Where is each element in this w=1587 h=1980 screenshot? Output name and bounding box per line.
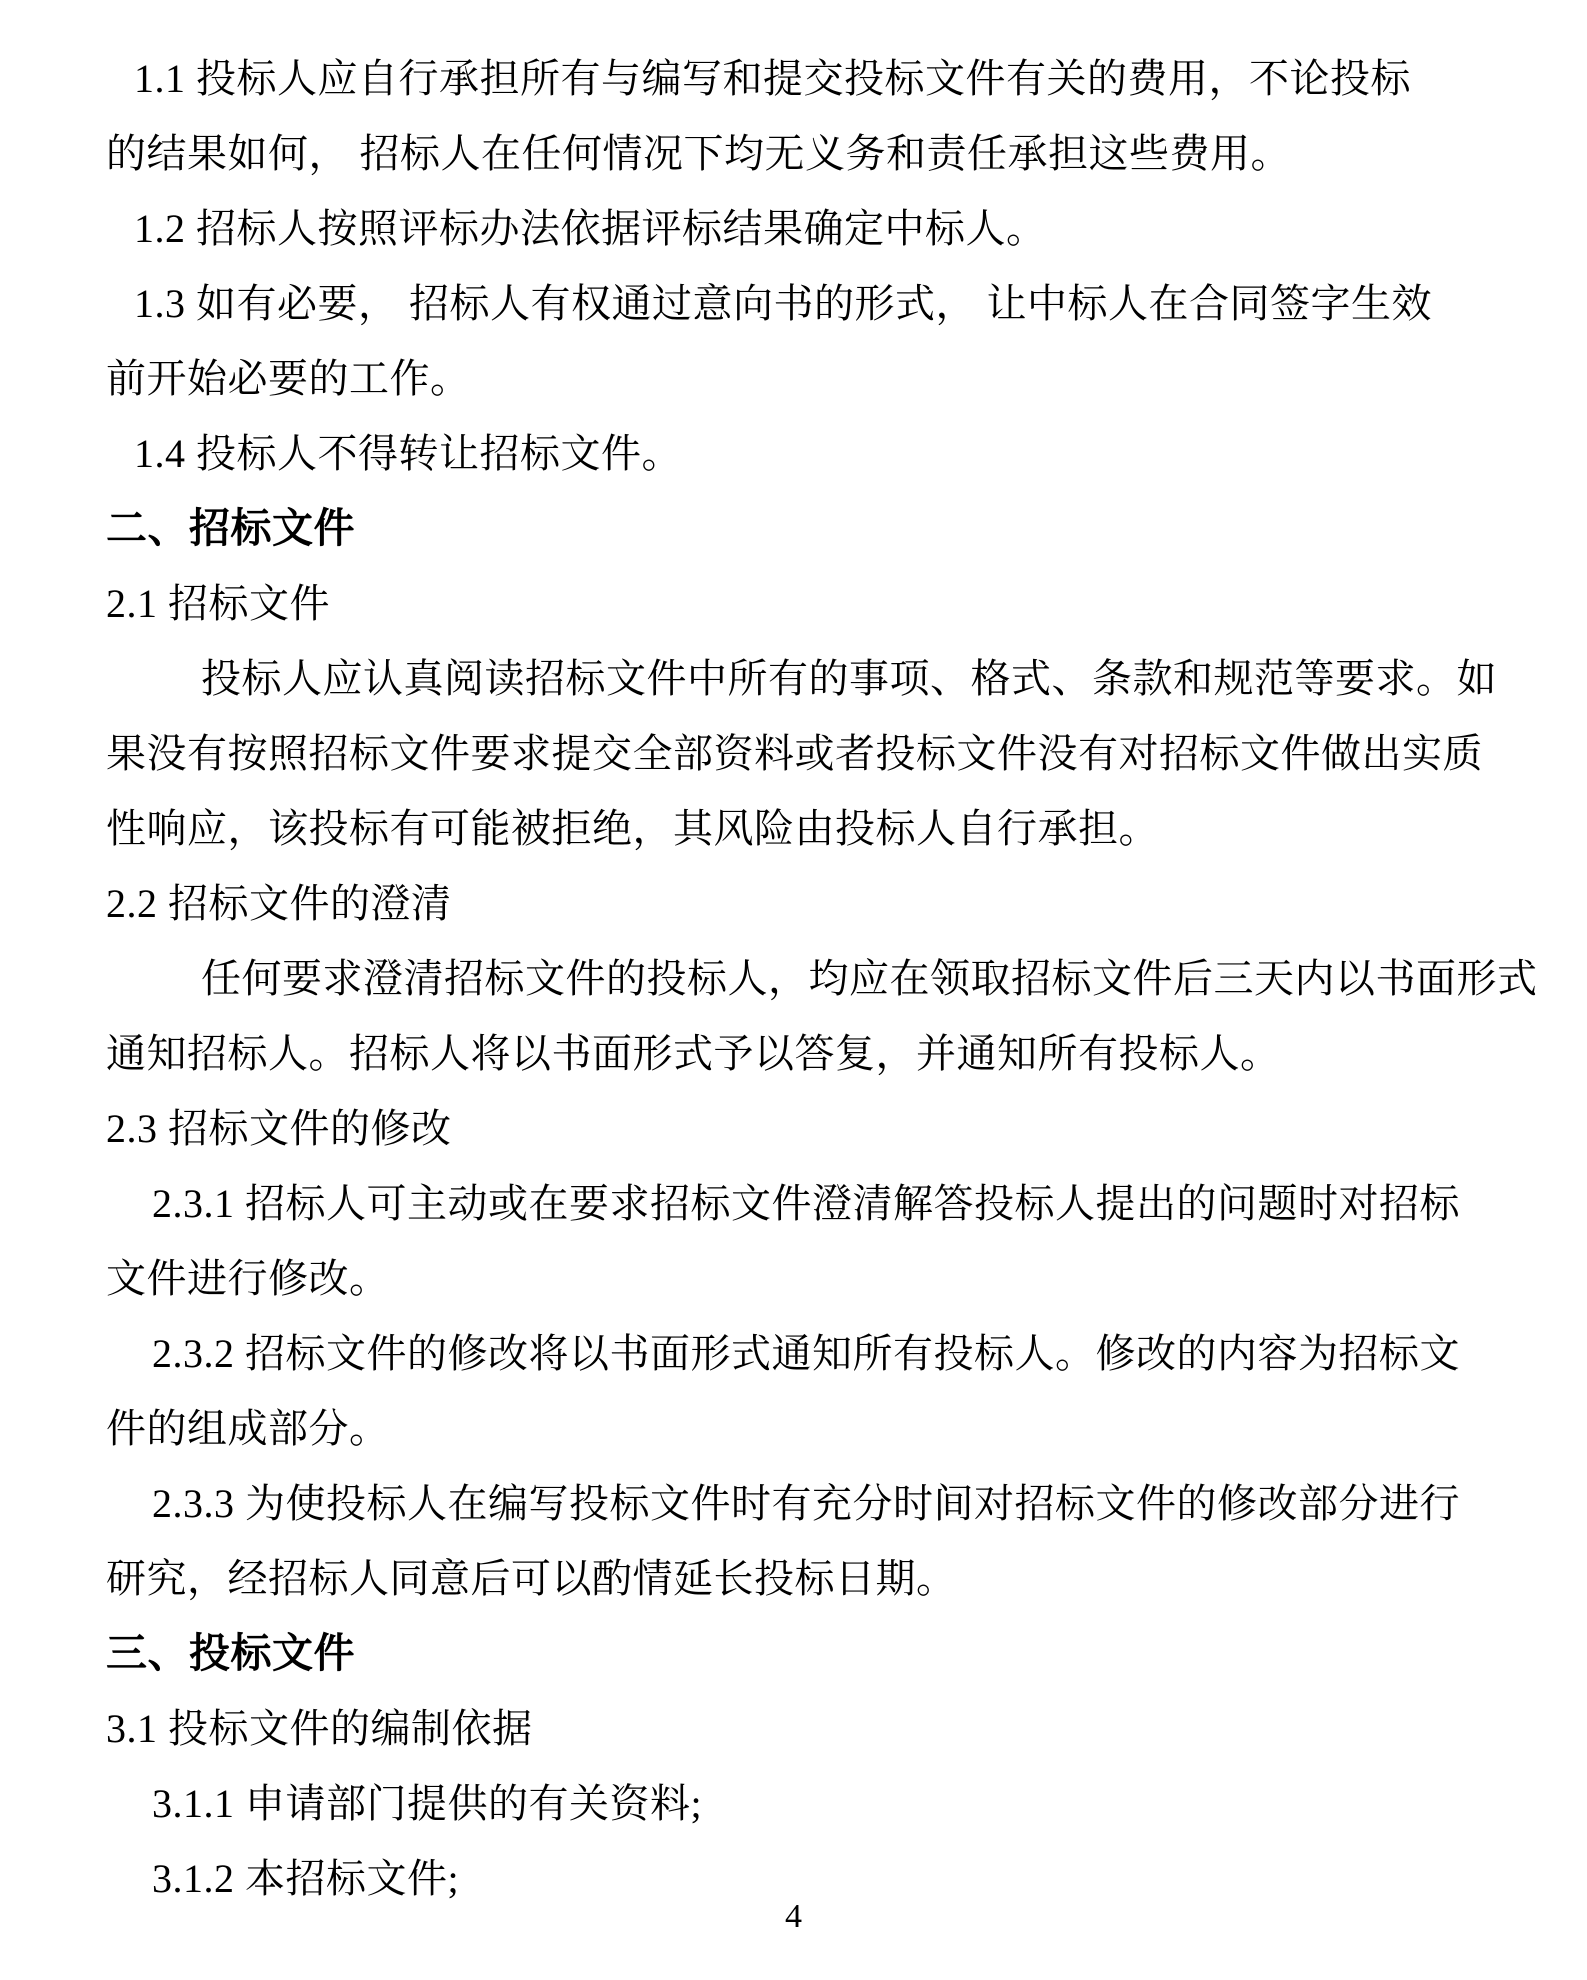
paragraph-item1 bbox=[106, 266, 1446, 416]
text-line: 投标人应认真阅读招标文件中所有的事项、格式、条款和规范等要求。如 bbox=[201, 656, 1497, 701]
paragraph-sub bbox=[106, 1691, 1446, 1766]
text-line: 件的组成部分。 bbox=[106, 1406, 390, 1451]
text-line: 2.3 招标文件的修改 bbox=[106, 1106, 452, 1151]
text-line: 2.2 招标文件的澄清 bbox=[106, 881, 452, 926]
text-line: 2.3.2 招标文件的修改将以书面形式通知所有投标人。修改的内容为招标文 bbox=[152, 1331, 1460, 1376]
paragraph-sub bbox=[106, 1091, 1446, 1166]
text-line: 的结果如何， 招标人在任何情况下均无义务和责任承担这些费用。 bbox=[106, 131, 1291, 176]
text-line: 1.1 投标人应自行承担所有与编写和提交投标文件有关的费用，不论投标 bbox=[134, 56, 1411, 101]
text-line: 2.1 招标文件 bbox=[106, 581, 330, 626]
document-body bbox=[106, 41, 1538, 1916]
text-line: 3.1.1 申请部门提供的有关资料; bbox=[152, 1781, 703, 1826]
paragraph-item1 bbox=[106, 416, 1446, 491]
paragraph-item3 bbox=[106, 1316, 1460, 1466]
paragraph-para bbox=[106, 941, 1538, 1091]
paragraph-para bbox=[106, 641, 1497, 866]
text-line: 文件进行修改。 bbox=[106, 1256, 390, 1301]
text-line: 2.3.1 招标人可主动或在要求招标文件澄清解答投标人提出的问题时对招标 bbox=[152, 1181, 1460, 1226]
text-line: 1.4 投标人不得转让招标文件。 bbox=[134, 431, 682, 476]
text-line: 3.1.2 本招标文件; bbox=[152, 1856, 460, 1901]
paragraph-heading bbox=[106, 1616, 1446, 1691]
paragraph-item1 bbox=[106, 191, 1446, 266]
text-line: 性响应，该投标有可能被拒绝，其风险由投标人自行承担。 bbox=[106, 806, 1159, 851]
paragraph-sub bbox=[106, 866, 1446, 941]
paragraph-sub bbox=[106, 566, 1446, 641]
paragraph-heading bbox=[106, 491, 1446, 566]
paragraph-item3 bbox=[106, 1166, 1460, 1316]
text-line: 二、招标文件 bbox=[106, 505, 355, 551]
text-line: 1.3 如有必要， 招标人有权通过意向书的形式， 让中标人在合同签字生效 bbox=[134, 281, 1432, 326]
paragraph-item3 bbox=[106, 1766, 1446, 1841]
page-number: 4 bbox=[785, 1898, 802, 1935]
paragraph-item1 bbox=[106, 41, 1446, 191]
text-line: 前开始必要的工作。 bbox=[106, 356, 471, 401]
text-line: 任何要求澄清招标文件的投标人，均应在领取招标文件后三天内以书面形式 bbox=[201, 956, 1538, 1001]
text-line: 3.1 投标文件的编制依据 bbox=[106, 1706, 533, 1751]
paragraph-item3 bbox=[106, 1466, 1460, 1616]
text-line: 三、投标文件 bbox=[106, 1630, 355, 1676]
text-line: 果没有按照招标文件要求提交全部资料或者投标文件没有对招标文件做出实质 bbox=[106, 731, 1483, 776]
text-line: 1.2 招标人按照评标办法依据评标结果确定中标人。 bbox=[134, 206, 1047, 251]
text-line: 2.3.3 为使投标人在编写投标文件时有充分时间对招标文件的修改部分进行 bbox=[152, 1481, 1460, 1526]
text-line: 通知招标人。招标人将以书面形式予以答复，并通知所有投标人。 bbox=[106, 1031, 1281, 1076]
text-line: 研究，经招标人同意后可以酌情延长投标日期。 bbox=[106, 1556, 957, 1601]
